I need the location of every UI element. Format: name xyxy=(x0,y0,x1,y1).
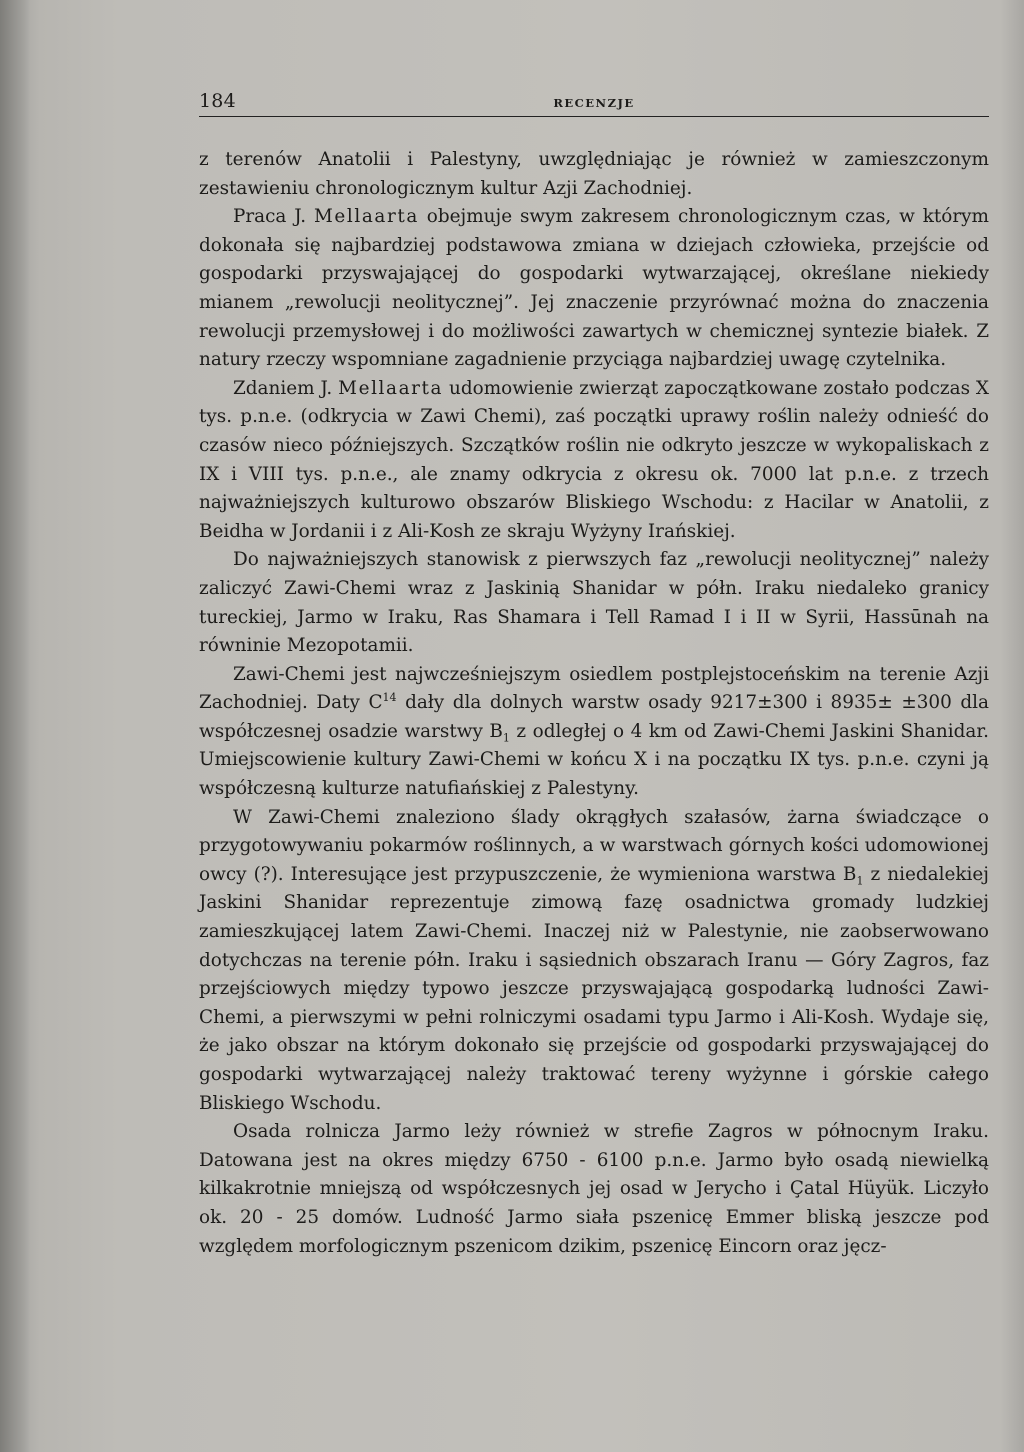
paragraph xyxy=(199,546,989,660)
spaced-author-name: Mellaarta xyxy=(313,206,419,228)
paragraph-text: z niedalekiej Jaskini Shanidar reprezentuje zimową fazę osadnictwa gromady ludzkiej zamieszkującej latem Zawi-Chemi. Inaczej niż w Palestynie, nie zaobserwowano dotychczas na terenie półn. Iraku i sąsiednich obszarach Iranu — Góry Zagros, faz przejściowych między typowo jeszcze przyswajającą gospodarką ludności Zawi-Chemi, a pierwszymi w pełni rolniczymi osadami typu Jarmo i Ali-Kosh. Wydaje się, że jako obszar na którym dokonało się przejście od gospodarki przyswajającej do gospodarki wytwarzającej należy traktować tereny wyżynne i górskie całego Bliskiego Wschodu. xyxy=(199,863,989,1114)
paragraph xyxy=(199,203,989,375)
paragraph-text: Zdaniem J. xyxy=(233,377,339,399)
body-text xyxy=(199,146,989,1261)
spaced-author-name: Mellaarta xyxy=(338,377,444,399)
subscript-text: 1 xyxy=(856,874,864,888)
book-page xyxy=(199,88,989,1261)
page-header xyxy=(199,88,989,117)
paragraph-text: Zawi-Chemi jest najwcześniejszym osiedlem postplejstoceńskim na terenie Azji Zachodniej. Daty C xyxy=(199,663,989,714)
paragraph-text: W Zawi-Chemi znaleziono ślady okrągłych szałasów, żarna świadczące o przygotowywaniu pokarmów roślinnych, a w warstwach górnych kości udomowionej owcy (?). Interesujące jest przypuszczenie, że wymieniona warstwa B xyxy=(199,806,989,885)
paragraph xyxy=(199,804,989,1119)
paragraph-text: z terenów Anatolii i Palestyny, uwzględniając je również w zamieszczonym zestawieniu chronologicznym kultur Azji Zachodniej. xyxy=(199,149,989,199)
paragraph-text: Do najważniejszych stanowisk z pierwszych faz „rewolucji neolitycznej” należy zaliczyć Zawi-Chemi wraz z Jaskinią Shanidar w półn. Iraku niedaleko granicy tureckiej, Jarmo w Iraku, Ras Shamara i Tell Ramad I i II w Syrii, Hassūnah na równinie Mezopotamii. xyxy=(199,549,989,657)
superscript-text: 14 xyxy=(382,691,397,705)
paragraph-text: udomowienie zwierząt zapoczątkowane zostało podczas X tys. p.n.e. (odkrycia w Zawi Chemi), zaś początki uprawy roślin należy odnieść do czasów nieco późniejszych. Szczątków roślin nie odkryto jeszcze w wykopaliskach z IX i VIII tys. p.n.e., ale znamy odkrycia z okresu ok. 7000 lat p.n.e. z trzech najważniejszych kulturowo obszarów Bliskiego Wschodu: z Hacilar w Anatolii, z Beidha w Jordanii i z Ali-Kosh ze skraju Wyżyny Irańskiej. xyxy=(199,377,990,542)
subscript-text: 1 xyxy=(502,731,510,745)
paragraph-text: Osada rolnicza Jarmo leży również w strefie Zagros w północnym Iraku. Datowana jest na okres między 6750 - 6100 p.n.e. Jarmo było osadą niewielką kilkakrotnie mniejszą od współczesnych jej osad w Jerycho i Çatal Hüyük. Liczyło ok. 20 - 25 domów. Ludność Jarmo siała pszenicę Emmer bliską jeszcze pod względem morfologicznym pszenicom dzikim, pszenicę Eincorn oraz jęcz- xyxy=(199,1121,989,1257)
paragraph xyxy=(199,146,989,203)
page-number: 184 xyxy=(199,90,236,112)
paragraph-text: obejmuje swym zakresem chronologicznym czas, w którym dokonała się najbardziej podstawowa zmiana w dziejach człowieka, przejście od gospodarki przyswajającej do gospodarki wytwarzającej, określane niekiedy mianem „rewolucji neolitycznej”. Jej znaczenie przyrównać można do znaczenia rewolucji przemysłowej i do możliwości zawartych w chemicznej syntezie białek. Z natury rzeczy wspomniane zagadnienie przyciąga najbardziej uwagę czytelnika. xyxy=(199,206,989,371)
running-head: RECENZJE xyxy=(553,96,635,110)
paragraph xyxy=(199,1118,989,1261)
page-binding-shadow xyxy=(0,0,30,1452)
paragraph-text: dały dla dolnych warstw osady 9217±300 i 8935± ±300 dla współczesnej osadzie warstwy B xyxy=(199,692,989,742)
paragraph xyxy=(199,661,989,804)
paragraph-text: Praca J. xyxy=(233,206,314,228)
paragraph-text: z odległej o 4 km od Zawi-Chemi Jaskini Shanidar. Umiejscowienie kultury Zawi-Chemi w końcu X i na początku IX tys. p.n.e. czyni ją współczesną kulturze natufiańskiej z Palestyny. xyxy=(199,720,989,800)
paragraph xyxy=(199,375,989,547)
